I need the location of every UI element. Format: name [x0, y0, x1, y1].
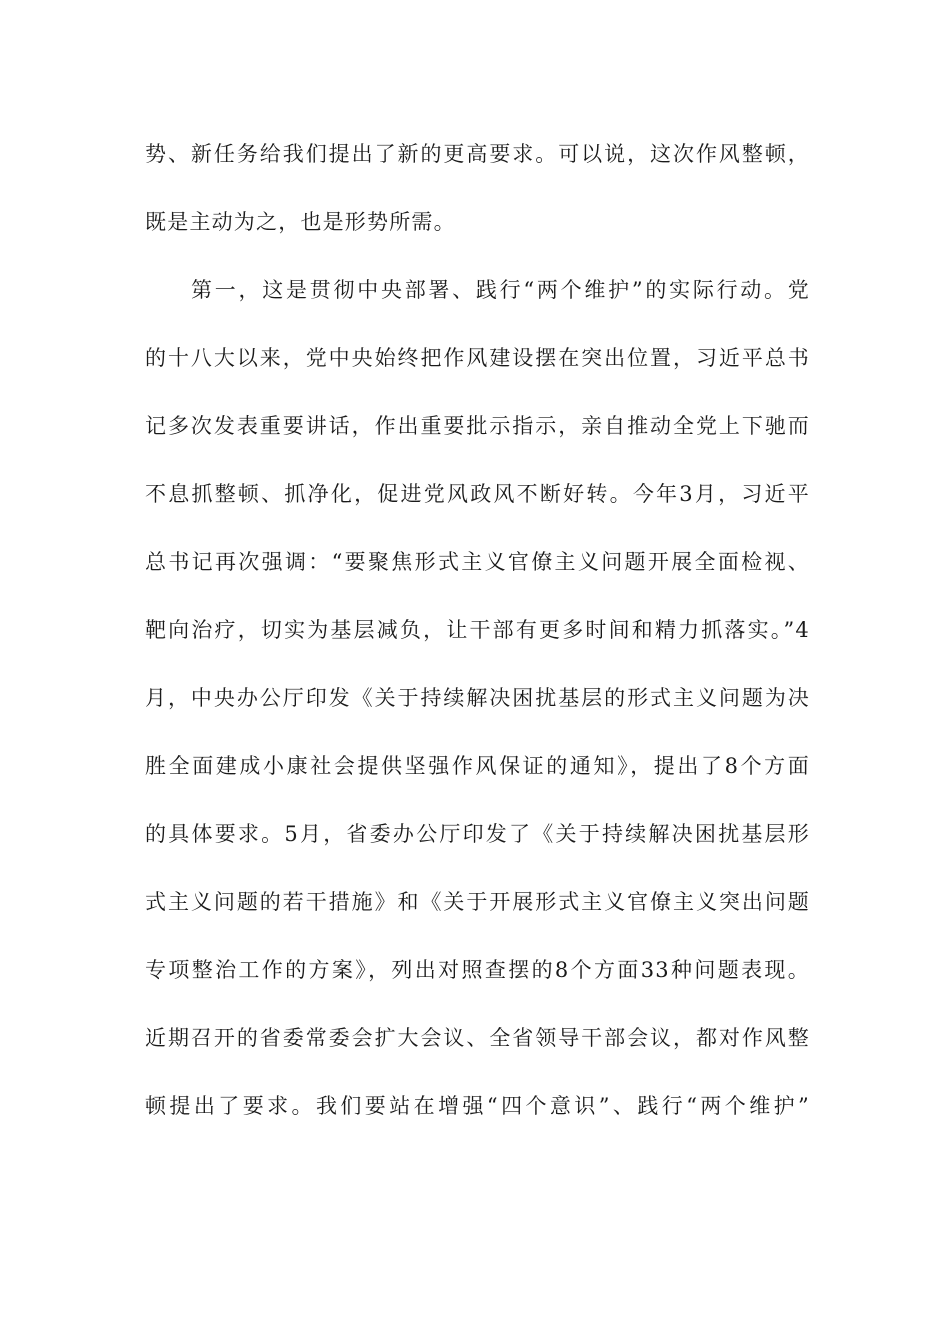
text-line-5: 记多次发表重要讲话，作出重要批示指示，亲自推动全党上下驰而 [145, 414, 810, 438]
text-line-7: 总书记再次强调：“要聚焦形式主义官僚主义问题开展全面检视、 [145, 550, 810, 574]
body-text [145, 132, 810, 1152]
text-line-11: 的具体要求。5月，省委办公厅印发了《关于持续解决困扰基层形 [145, 822, 810, 846]
text-line-12: 式主义问题的若干措施》和《关于开展形式主义官僚主义突出问题 [145, 890, 810, 914]
text-line-8: 靶向治疗，切实为基层减负，让干部有更多时间和精力抓落实。”4 [145, 618, 810, 642]
text-line-2: 既是主动为之，也是形势所需。 [145, 210, 456, 234]
text-line-15: 顿提出了要求。我们要站在增强“四个意识”、践行“两个维护” [145, 1094, 810, 1118]
text-line-10: 胜全面建成小康社会提供坚强作风保证的通知》，提出了8个方面 [145, 754, 810, 778]
text-line-13: 专项整治工作的方案》，列出对照查摆的8个方面33种问题表现。 [145, 958, 810, 982]
text-line-4: 的十八大以来，党中央始终把作风建设摆在突出位置，习近平总书 [145, 346, 810, 370]
text-line-6: 不息抓整顿、抓净化，促进党风政风不断好转。今年3月，习近平 [145, 482, 810, 506]
text-line-1: 势、新任务给我们提出了新的更高要求。可以说，这次作风整顿， [145, 142, 810, 166]
text-line-14: 近期召开的省委常委会扩大会议、全省领导干部会议，都对作风整 [145, 1026, 810, 1050]
text-line-3: 第一，这是贯彻中央部署、践行“两个维护”的实际行动。党 [191, 278, 810, 302]
text-line-9: 月，中央办公厅印发《关于持续解决困扰基层的形式主义问题为决 [145, 686, 810, 710]
